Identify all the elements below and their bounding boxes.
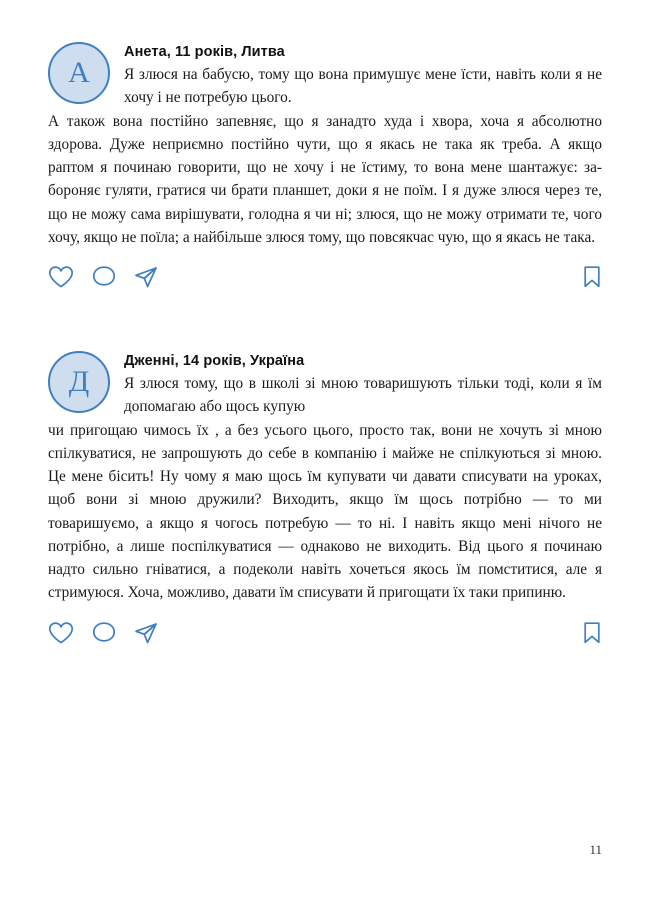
post-author: Дженні, 14 років, Україна: [124, 353, 305, 369]
post-header-text: [124, 349, 602, 419]
avatar: Д: [48, 351, 110, 413]
avatar: А: [48, 42, 110, 104]
bookmark-icon[interactable]: [582, 621, 602, 645]
heart-icon[interactable]: [48, 265, 74, 289]
post-actions: [48, 265, 602, 289]
post-text-first: Я злюся тому, що в школі зі мною товаришують тільки тоді, коли я їм допомагаю або щось купую: [124, 375, 602, 416]
post-text-rest: А також вона постійно запевняє, що я занадто худа і хвора, хоча я абсолютно здорова. Дуже неприємно постійно чути, що я якась не така як треба. А якщо раптом я починаю говорити, що не хочу і не їстиму, то вона мене шантажує: забороняє гуляти, гратися чи брати планшет, доки я не поїм. І я дуже злюся через те, що не можу сама вирішувати, голодна я чи ні; злюся, що не можу отримати те, чого хочу, якщо не поїла; а найбільше злюся тому, що повсякчас чую, що я якась не така.: [48, 112, 602, 246]
post-header: [48, 40, 602, 110]
send-icon[interactable]: [134, 621, 158, 645]
post-actions: [48, 621, 602, 645]
post-text-rest: чи пригощаю чимось їх , а без усього цього, просто так, вони не хочуть зі мною спілкуватися, не запрошують до себе в компанію і майже не спілкуються зі мною. Це мене бісить! Ну чому я маю щось їм купувати чи давати списувати на уроках, щоб вони зі мною дружили? Виходить, якщо їм щось потрібно — то ми товаришуємо, а якщо я чогось потребую — то ні. І навіть якщо мені нічого не потрібно, а лише поспілкуватися — однаково не виходить. Від цього я починаю надто сильно гніватися, а подеколи навіть хочеться якось їм помститися, але я стримуюся. Хоча, можливо, давати їм списувати й пригощати їх таки припиню.: [48, 421, 602, 602]
page-number: 11: [589, 842, 602, 857]
send-icon[interactable]: [134, 265, 158, 289]
post-card: [48, 40, 602, 289]
heart-icon[interactable]: [48, 621, 74, 645]
post-header: [48, 349, 602, 419]
comment-icon[interactable]: [92, 265, 116, 289]
comment-icon[interactable]: [92, 621, 116, 645]
post-author: Анета, 11 років, Литва: [124, 44, 285, 60]
post-header-text: [124, 40, 602, 110]
post-card: [48, 349, 602, 645]
bookmark-icon[interactable]: [582, 265, 602, 289]
post-text-first: Я злюся на бабусю, тому що вона примушує мене їсти, навіть коли я не хочу і не потребую цього.: [124, 66, 602, 107]
